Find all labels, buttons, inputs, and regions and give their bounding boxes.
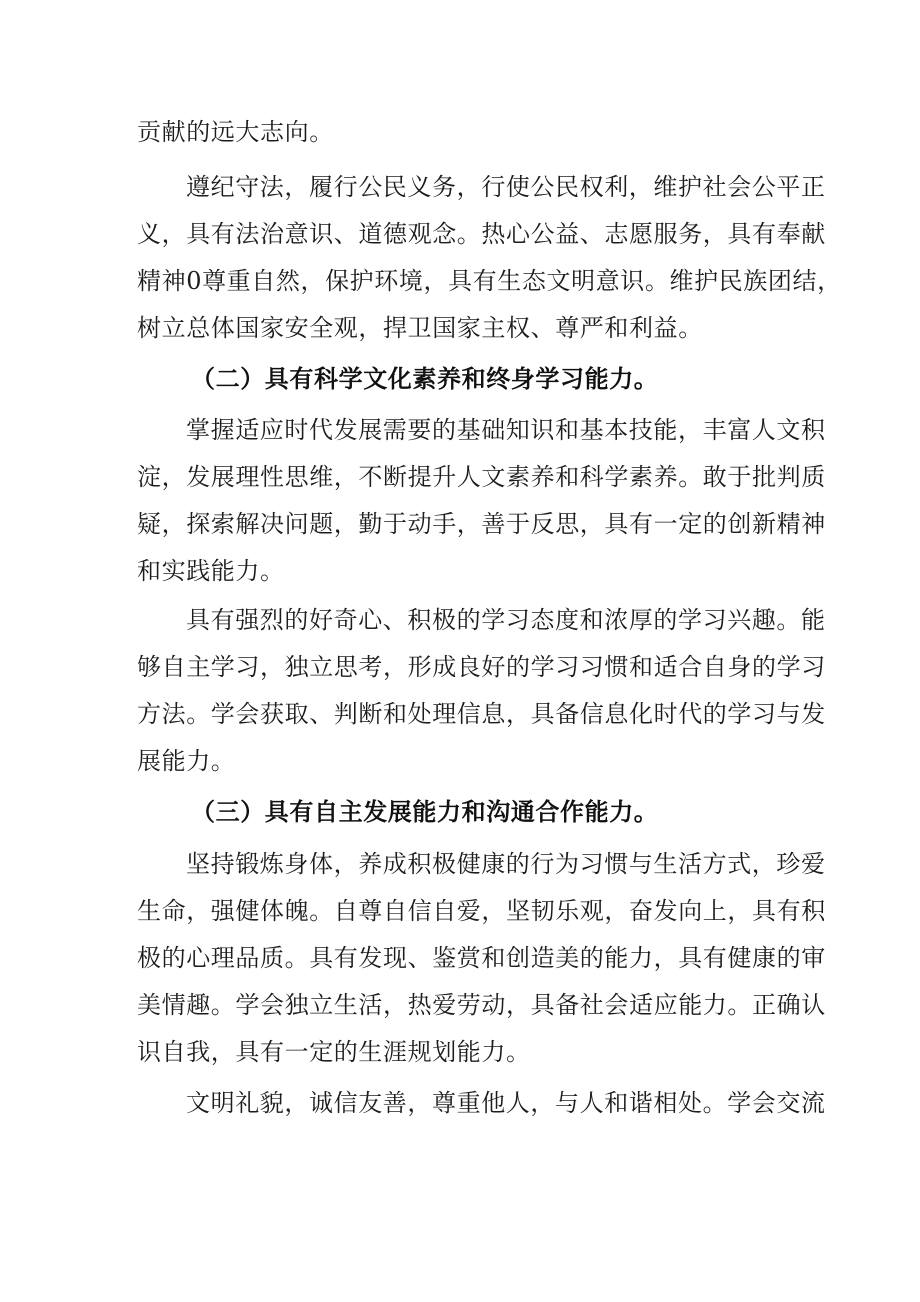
text-line: 遵纪守法，履行公民义务，行使公民权利，维护社会公平正 bbox=[186, 173, 826, 201]
text-line: 和实践能力。 bbox=[137, 557, 285, 585]
text-line: 义，具有法治意识、道德观念。热心公益、志愿服务，具有奉献 bbox=[137, 220, 826, 248]
section-heading-3: （三）具有自主发展能力和沟通合作能力。 bbox=[191, 798, 659, 826]
text-line: 生命，强健体魄。自尊自信自爱，坚韧乐观，奋发向上，具有积 bbox=[137, 897, 826, 925]
text-line: 贡献的远大志向。 bbox=[137, 118, 334, 146]
section-heading-2: （二）具有科学文化素养和终身学习能力。 bbox=[191, 365, 659, 393]
text-line: 够自主学习，独立思考，形成良好的学习习惯和适合自身的学习 bbox=[137, 653, 826, 681]
text-line: 极的心理品质。具有发现、鉴赏和创造美的能力，具有健康的审 bbox=[137, 944, 826, 972]
text-line: 文明礼貌，诚信友善，尊重他人，与人和谐相处。学会交流 bbox=[186, 1089, 826, 1117]
text-line: 识自我，具有一定的生涯规划能力。 bbox=[137, 1038, 531, 1066]
text-line: 精神0尊重自然，保护环境，具有生态文明意识。维护民族团结， bbox=[137, 267, 842, 295]
text-line: 淀，发展理性思维，不断提升人文素养和科学素养。敢于批判质 bbox=[137, 463, 826, 491]
text-line: 掌握适应时代发展需要的基础知识和基本技能，丰富人文积 bbox=[186, 416, 826, 444]
text-line: 展能力。 bbox=[137, 747, 236, 775]
text-line: 具有强烈的好奇心、积极的学习态度和浓厚的学习兴趣。能 bbox=[186, 606, 826, 634]
text-line: 树立总体国家安全观，捍卫国家主权、尊严和利益。 bbox=[137, 314, 703, 342]
text-line: 美情趣。学会独立生活，热爱劳动，具备社会适应能力。正确认 bbox=[137, 991, 826, 1019]
text-line: 方法。学会获取、判断和处理信息，具备信息化时代的学习与发 bbox=[137, 700, 826, 728]
text-line: 疑，探索解决问题，勤于动手，善于反思，具有一定的创新精神 bbox=[137, 510, 826, 538]
text-line: 坚持锻炼身体，养成积极健康的行为习惯与生活方式，珍爱 bbox=[186, 850, 826, 878]
